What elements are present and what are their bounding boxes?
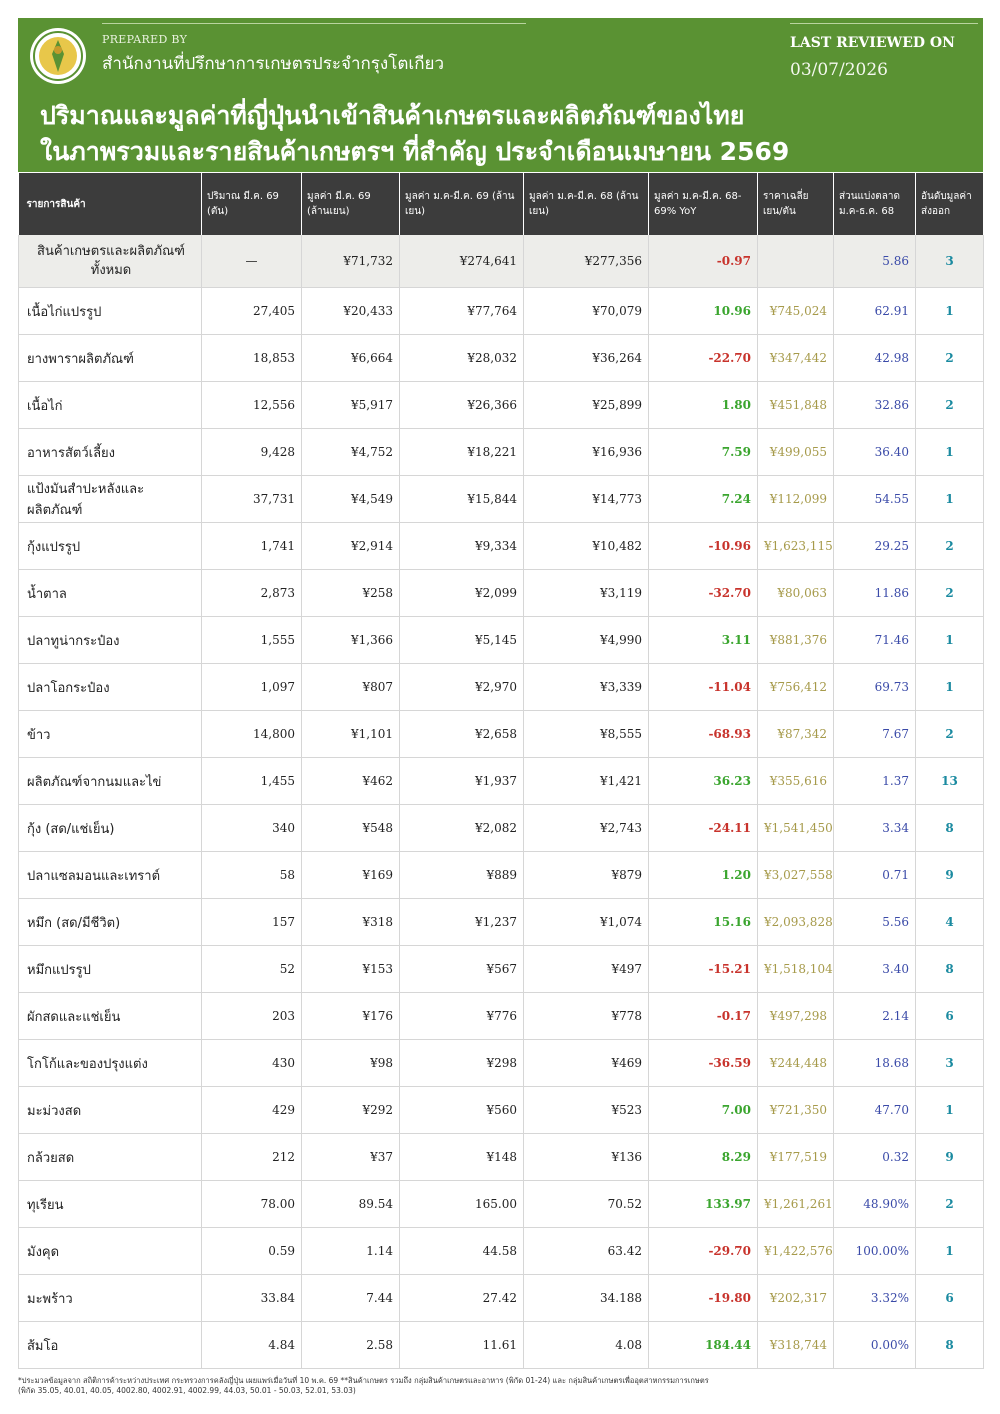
cell-ytd68: ¥25,899: [524, 382, 649, 429]
cell-share: 42.98: [834, 335, 916, 382]
cell-ytd68: ¥1,074: [524, 899, 649, 946]
cell-qty: 1,741: [202, 523, 302, 570]
cell-ytd69: ¥18,221: [400, 429, 524, 476]
cell-rank: 1: [916, 1087, 984, 1134]
last-reviewed-label: LAST REVIEWED ON: [790, 35, 955, 51]
cell-price: ¥87,342: [758, 711, 834, 758]
total-name-line1: สินค้าเกษตรและผลิตภัณฑ์: [37, 244, 185, 259]
cell-rank: 2: [916, 523, 984, 570]
cell-mar-value: ¥292: [302, 1087, 400, 1134]
cell-share: 0.00%: [834, 1322, 916, 1369]
cell-mar-value: ¥176: [302, 993, 400, 1040]
cell-product: มะม่วงสด: [19, 1087, 202, 1134]
cell-price: ¥2,093,828: [758, 899, 834, 946]
cell-yoy: 3.11: [649, 617, 758, 664]
cell-yoy: 10.96: [649, 288, 758, 335]
cell-ytd68: ¥14,773: [524, 476, 649, 523]
cell-ytd69: ¥274,641: [400, 235, 524, 288]
table-row: [19, 335, 984, 382]
cell-mar-value: ¥169: [302, 852, 400, 899]
cell-ytd69: ¥889: [400, 852, 524, 899]
cell-ytd68: ¥2,743: [524, 805, 649, 852]
cell-yoy: -15.21: [649, 946, 758, 993]
cell-price: ¥1,261,261: [758, 1181, 834, 1228]
cell-price: ¥1,518,104: [758, 946, 834, 993]
cell-ytd68: 63.42: [524, 1228, 649, 1275]
cell-mar-value: ¥37: [302, 1134, 400, 1181]
cell-ytd68: ¥10,482: [524, 523, 649, 570]
cell-rank: 1: [916, 617, 984, 664]
table-row: [19, 1040, 984, 1087]
cell-share: 32.86: [834, 382, 916, 429]
cell-yoy: 7.24: [649, 476, 758, 523]
cell-share: 47.70: [834, 1087, 916, 1134]
cell-qty: 2,873: [202, 570, 302, 617]
cell-ytd68: 34.188: [524, 1275, 649, 1322]
cell-mar-value: ¥6,664: [302, 335, 400, 382]
cell-qty: 340: [202, 805, 302, 852]
cell-yoy: -10.96: [649, 523, 758, 570]
cell-price: ¥451,848: [758, 382, 834, 429]
cell-rank: 13: [916, 758, 984, 805]
cell-yoy: 15.16: [649, 899, 758, 946]
cell-share: 100.00%: [834, 1228, 916, 1275]
cell-rank: 8: [916, 946, 984, 993]
cell-ytd69: ¥1,237: [400, 899, 524, 946]
cell-rank: 9: [916, 1134, 984, 1181]
cell-ytd68: 4.08: [524, 1322, 649, 1369]
cell-mar-value: ¥462: [302, 758, 400, 805]
cell-rank: 9: [916, 852, 984, 899]
cell-product: กุ้ง (สด/แช่เย็น): [19, 805, 202, 852]
cell-product: ส้มโอ: [19, 1322, 202, 1369]
cell-qty: 33.84: [202, 1275, 302, 1322]
cell-rank: 1: [916, 664, 984, 711]
cell-ytd68: ¥36,264: [524, 335, 649, 382]
cell-qty: 27,405: [202, 288, 302, 335]
cell-qty: 18,853: [202, 335, 302, 382]
cell-share: 3.32%: [834, 1275, 916, 1322]
cell-rank: 2: [916, 382, 984, 429]
cell-price: ¥721,350: [758, 1087, 834, 1134]
cell-ytd69: ¥2,658: [400, 711, 524, 758]
cell-product: น้ำตาล: [19, 570, 202, 617]
cell-share: 62.91: [834, 288, 916, 335]
cell-qty: 37,731: [202, 476, 302, 523]
cell-ytd69: 44.58: [400, 1228, 524, 1275]
cell-rank: 1: [916, 476, 984, 523]
cell-mar-value: ¥98: [302, 1040, 400, 1087]
organization-name: สำนักงานที่ปรึกษาการเกษตรประจำกรุงโตเกียว: [102, 54, 444, 74]
cell-price: ¥1,623,115: [758, 523, 834, 570]
table-row: [19, 1134, 984, 1181]
table-row: [19, 852, 984, 899]
cell-ytd69: 165.00: [400, 1181, 524, 1228]
cell-ytd69: ¥2,082: [400, 805, 524, 852]
table-row: [19, 1275, 984, 1322]
prepared-by-label: PREPARED BY: [102, 33, 188, 46]
table-row: [19, 523, 984, 570]
cell-qty: 1,455: [202, 758, 302, 805]
cell-product: มังคุด: [19, 1228, 202, 1275]
cell-product: อาหารสัตว์เลี้ยง: [19, 429, 202, 476]
last-reviewed-date: 03/07/2026: [790, 60, 888, 80]
col-header-rank: อันดับมูลค่าส่งออก: [916, 173, 984, 235]
cell-share: 5.86: [834, 235, 916, 288]
cell-mar-value: 89.54: [302, 1181, 400, 1228]
import-table: [18, 173, 984, 1369]
report-header: [18, 18, 983, 172]
cell-yoy: -32.70: [649, 570, 758, 617]
cell-yoy: -11.04: [649, 664, 758, 711]
cell-mar-value: 2.58: [302, 1322, 400, 1369]
cell-share: 36.40: [834, 429, 916, 476]
table-row: [19, 711, 984, 758]
cell-rank: 1: [916, 1228, 984, 1275]
report-title-line2: ในภาพรวมและรายสินค้าเกษตรฯ ที่สำคัญ ประจำเดือนเมษายน 2569: [40, 137, 790, 166]
cell-share: 0.71: [834, 852, 916, 899]
cell-rank: 3: [916, 235, 984, 288]
cell-share: 3.40: [834, 946, 916, 993]
cell-qty: 14,800: [202, 711, 302, 758]
cell-price: ¥112,099: [758, 476, 834, 523]
col-header-mar-value: มูลค่า มี.ค. 69 (ล้านเยน): [302, 173, 400, 235]
cell-price: [758, 235, 834, 288]
cell-product: เนื้อไก่แปรรูป: [19, 288, 202, 335]
cell-rank: 4: [916, 899, 984, 946]
cell-ytd69: 27.42: [400, 1275, 524, 1322]
cell-mar-value: ¥153: [302, 946, 400, 993]
cell-price: ¥244,448: [758, 1040, 834, 1087]
footnote-line2: (พิกัด 35.05, 40.01, 40.05, 4002.80, 4002.91, 4002.99, 44.03, 50.01 - 50.03, 52.01, 53.03): [18, 1386, 356, 1395]
cell-rank: 3: [916, 1040, 984, 1087]
header-divider: [102, 23, 526, 24]
cell-rank: 1: [916, 288, 984, 335]
cell-price: ¥1,541,450: [758, 805, 834, 852]
cell-qty: 52: [202, 946, 302, 993]
cell-price: ¥177,519: [758, 1134, 834, 1181]
cell-rank: 6: [916, 993, 984, 1040]
cell-ytd69: ¥567: [400, 946, 524, 993]
cell-price: ¥745,024: [758, 288, 834, 335]
cell-share: 18.68: [834, 1040, 916, 1087]
cell-mar-value: ¥1,101: [302, 711, 400, 758]
col-header-ytd69: มูลค่า ม.ค-มี.ค. 69 (ล้านเยน): [400, 173, 524, 235]
cell-price: ¥499,055: [758, 429, 834, 476]
cell-share: 11.86: [834, 570, 916, 617]
cell-ytd68: ¥70,079: [524, 288, 649, 335]
cell-yoy: -19.80: [649, 1275, 758, 1322]
table-row: [19, 382, 984, 429]
table-row: [19, 617, 984, 664]
cell-product: หมึก (สด/มีชีวิต): [19, 899, 202, 946]
total-name-line2: ทั้งหมด: [90, 263, 132, 278]
cell-product: มะพร้าว: [19, 1275, 202, 1322]
cell-mar-value: ¥5,917: [302, 382, 400, 429]
cell-price: ¥80,063: [758, 570, 834, 617]
table-row: [19, 899, 984, 946]
col-header-product: รายการสินค้า: [19, 173, 202, 235]
cell-ytd68: ¥469: [524, 1040, 649, 1087]
col-header-qty: ปริมาณ มี.ค. 69 (ตัน): [202, 173, 302, 235]
cell-ytd69: ¥26,366: [400, 382, 524, 429]
cell-mar-value: ¥2,914: [302, 523, 400, 570]
cell-price: ¥347,442: [758, 335, 834, 382]
cell-mar-value: ¥258: [302, 570, 400, 617]
cell-qty: 1,097: [202, 664, 302, 711]
cell-mar-value: ¥71,732: [302, 235, 400, 288]
cell-share: 54.55: [834, 476, 916, 523]
cell-ytd69: ¥2,099: [400, 570, 524, 617]
cell-product: ยางพาราผลิตภัณฑ์: [19, 335, 202, 382]
cell-ytd68: ¥8,555: [524, 711, 649, 758]
cell-yoy: 7.00: [649, 1087, 758, 1134]
cell-product: กุ้งแปรรูป: [19, 523, 202, 570]
cell-price: ¥881,376: [758, 617, 834, 664]
table-row: [19, 993, 984, 1040]
cell-yoy: 133.97: [649, 1181, 758, 1228]
table-row: [19, 664, 984, 711]
col-header-price: ราคาเฉลี่ย เยน/ตัน: [758, 173, 834, 235]
cell-yoy: -29.70: [649, 1228, 758, 1275]
cell-rank: 2: [916, 570, 984, 617]
cell-mar-value: 1.14: [302, 1228, 400, 1275]
cell-share: 29.25: [834, 523, 916, 570]
cell-share: 0.32: [834, 1134, 916, 1181]
cell-ytd68: ¥4,990: [524, 617, 649, 664]
cell-product: [19, 235, 202, 288]
cell-mar-value: ¥20,433: [302, 288, 400, 335]
cell-mar-value: 7.44: [302, 1275, 400, 1322]
cell-price: ¥202,317: [758, 1275, 834, 1322]
cell-qty: 157: [202, 899, 302, 946]
cell-price: ¥756,412: [758, 664, 834, 711]
table-row: [19, 758, 984, 805]
cell-ytd68: ¥136: [524, 1134, 649, 1181]
cell-share: 3.34: [834, 805, 916, 852]
cell-qty: 9,428: [202, 429, 302, 476]
cell-mar-value: ¥4,752: [302, 429, 400, 476]
cell-yoy: 184.44: [649, 1322, 758, 1369]
report-title-line1: ปริมาณและมูลค่าที่ญี่ปุ่นนำเข้าสินค้าเกษตรและผลิตภัณฑ์ของไทย: [40, 101, 745, 130]
cell-price: ¥497,298: [758, 993, 834, 1040]
cell-qty: 58: [202, 852, 302, 899]
table-row: [19, 429, 984, 476]
col-header-ytd68: มูลค่า ม.ค-มี.ค. 68 (ล้านเยน): [524, 173, 649, 235]
cell-price: ¥1,422,576: [758, 1228, 834, 1275]
table-row: [19, 805, 984, 852]
cell-yoy: 8.29: [649, 1134, 758, 1181]
cell-ytd69: ¥77,764: [400, 288, 524, 335]
cell-product: โกโก้และของปรุงแต่ง: [19, 1040, 202, 1087]
cell-product: กล้วยสด: [19, 1134, 202, 1181]
cell-ytd69: ¥1,937: [400, 758, 524, 805]
cell-mar-value: ¥4,549: [302, 476, 400, 523]
table-row: [19, 1181, 984, 1228]
cell-qty: 430: [202, 1040, 302, 1087]
cell-qty: 4.84: [202, 1322, 302, 1369]
cell-share: 48.90%: [834, 1181, 916, 1228]
cell-ytd68: ¥3,339: [524, 664, 649, 711]
cell-share: 2.14: [834, 993, 916, 1040]
footnote: [18, 1376, 983, 1396]
cell-rank: 1: [916, 429, 984, 476]
cell-product: ผักสดและแช่เย็น: [19, 993, 202, 1040]
col-header-share: ส่วนแบ่งตลาด ม.ค-ธ.ค. 68: [834, 173, 916, 235]
table-row: [19, 1087, 984, 1134]
cell-qty: 429: [202, 1087, 302, 1134]
table-row: [19, 1228, 984, 1275]
cell-ytd68: ¥497: [524, 946, 649, 993]
table-row: [19, 570, 984, 617]
cell-product: เนื้อไก่: [19, 382, 202, 429]
cell-share: 69.73: [834, 664, 916, 711]
cell-yoy: 1.80: [649, 382, 758, 429]
cell-qty: —: [202, 235, 302, 288]
table-header-row: [19, 173, 984, 235]
ministry-seal-icon: [30, 28, 86, 84]
cell-rank: 2: [916, 1181, 984, 1228]
cell-mar-value: ¥807: [302, 664, 400, 711]
cell-ytd68: ¥277,356: [524, 235, 649, 288]
cell-ytd69: ¥776: [400, 993, 524, 1040]
cell-ytd68: ¥16,936: [524, 429, 649, 476]
cell-rank: 2: [916, 335, 984, 382]
cell-ytd69: 11.61: [400, 1322, 524, 1369]
cell-product: ปลาทูน่ากระป๋อง: [19, 617, 202, 664]
table-row: [19, 288, 984, 335]
table-row: [19, 946, 984, 993]
cell-rank: 2: [916, 711, 984, 758]
cell-yoy: 36.23: [649, 758, 758, 805]
footnote-line1: *ประมวลข้อมูลจาก สถิติการค้าระหว่างประเทศ กระทรวงการคลังญี่ปุ่น เผยแพร่เมื่อวันที่ 10 พ.ค. 69 **สินค้าเกษตร รวมถึง กลุ่มสินค้าเกษตรและอาหาร (พิกัด 01-24) และ กลุ่มสินค้าเกษตรเพื่ออุตสาหกรรมการเกษตร: [18, 1376, 709, 1385]
cell-yoy: 1.20: [649, 852, 758, 899]
cell-qty: 1,555: [202, 617, 302, 664]
cell-share: 7.67: [834, 711, 916, 758]
cell-price: ¥3,027,558: [758, 852, 834, 899]
cell-ytd68: ¥1,421: [524, 758, 649, 805]
cell-product: ข้าว: [19, 711, 202, 758]
total-row: [19, 235, 984, 288]
cell-product: ปลาโอกระป๋อง: [19, 664, 202, 711]
cell-ytd68: ¥523: [524, 1087, 649, 1134]
cell-rank: 8: [916, 805, 984, 852]
cell-ytd68: 70.52: [524, 1181, 649, 1228]
cell-ytd69: ¥28,032: [400, 335, 524, 382]
cell-ytd69: ¥9,334: [400, 523, 524, 570]
cell-yoy: -22.70: [649, 335, 758, 382]
cell-ytd68: ¥778: [524, 993, 649, 1040]
cell-qty: 78.00: [202, 1181, 302, 1228]
cell-yoy: -36.59: [649, 1040, 758, 1087]
table-row: [19, 1322, 984, 1369]
cell-qty: 203: [202, 993, 302, 1040]
cell-yoy: -0.17: [649, 993, 758, 1040]
cell-price: ¥355,616: [758, 758, 834, 805]
cell-ytd68: ¥3,119: [524, 570, 649, 617]
cell-share: 5.56: [834, 899, 916, 946]
table-row: [19, 476, 984, 523]
cell-mar-value: ¥548: [302, 805, 400, 852]
cell-ytd69: ¥15,844: [400, 476, 524, 523]
cell-ytd69: ¥298: [400, 1040, 524, 1087]
col-header-yoy: มูลค่า ม.ค-มี.ค. 68-69% YoY: [649, 173, 758, 235]
cell-ytd69: ¥5,145: [400, 617, 524, 664]
cell-qty: 0.59: [202, 1228, 302, 1275]
cell-yoy: 7.59: [649, 429, 758, 476]
cell-qty: 12,556: [202, 382, 302, 429]
cell-product: ทุเรียน: [19, 1181, 202, 1228]
cell-ytd69: ¥148: [400, 1134, 524, 1181]
cell-yoy: -68.93: [649, 711, 758, 758]
cell-product: ผลิตภัณฑ์จากนมและไข่: [19, 758, 202, 805]
cell-product: ปลาแซลมอนและเทราต์: [19, 852, 202, 899]
cell-ytd68: ¥879: [524, 852, 649, 899]
cell-share: 71.46: [834, 617, 916, 664]
cell-product: หมึกแปรรูป: [19, 946, 202, 993]
cell-ytd69: ¥2,970: [400, 664, 524, 711]
cell-rank: 6: [916, 1275, 984, 1322]
cell-yoy: -24.11: [649, 805, 758, 852]
cell-price: ¥318,744: [758, 1322, 834, 1369]
cell-product: แป้งมันสำปะหลังและผลิตภัณฑ์: [19, 476, 202, 523]
cell-qty: 212: [202, 1134, 302, 1181]
cell-yoy: -0.97: [649, 235, 758, 288]
cell-mar-value: ¥1,366: [302, 617, 400, 664]
review-divider: [790, 23, 978, 24]
cell-ytd69: ¥560: [400, 1087, 524, 1134]
cell-share: 1.37: [834, 758, 916, 805]
cell-rank: 8: [916, 1322, 984, 1369]
cell-mar-value: ¥318: [302, 899, 400, 946]
